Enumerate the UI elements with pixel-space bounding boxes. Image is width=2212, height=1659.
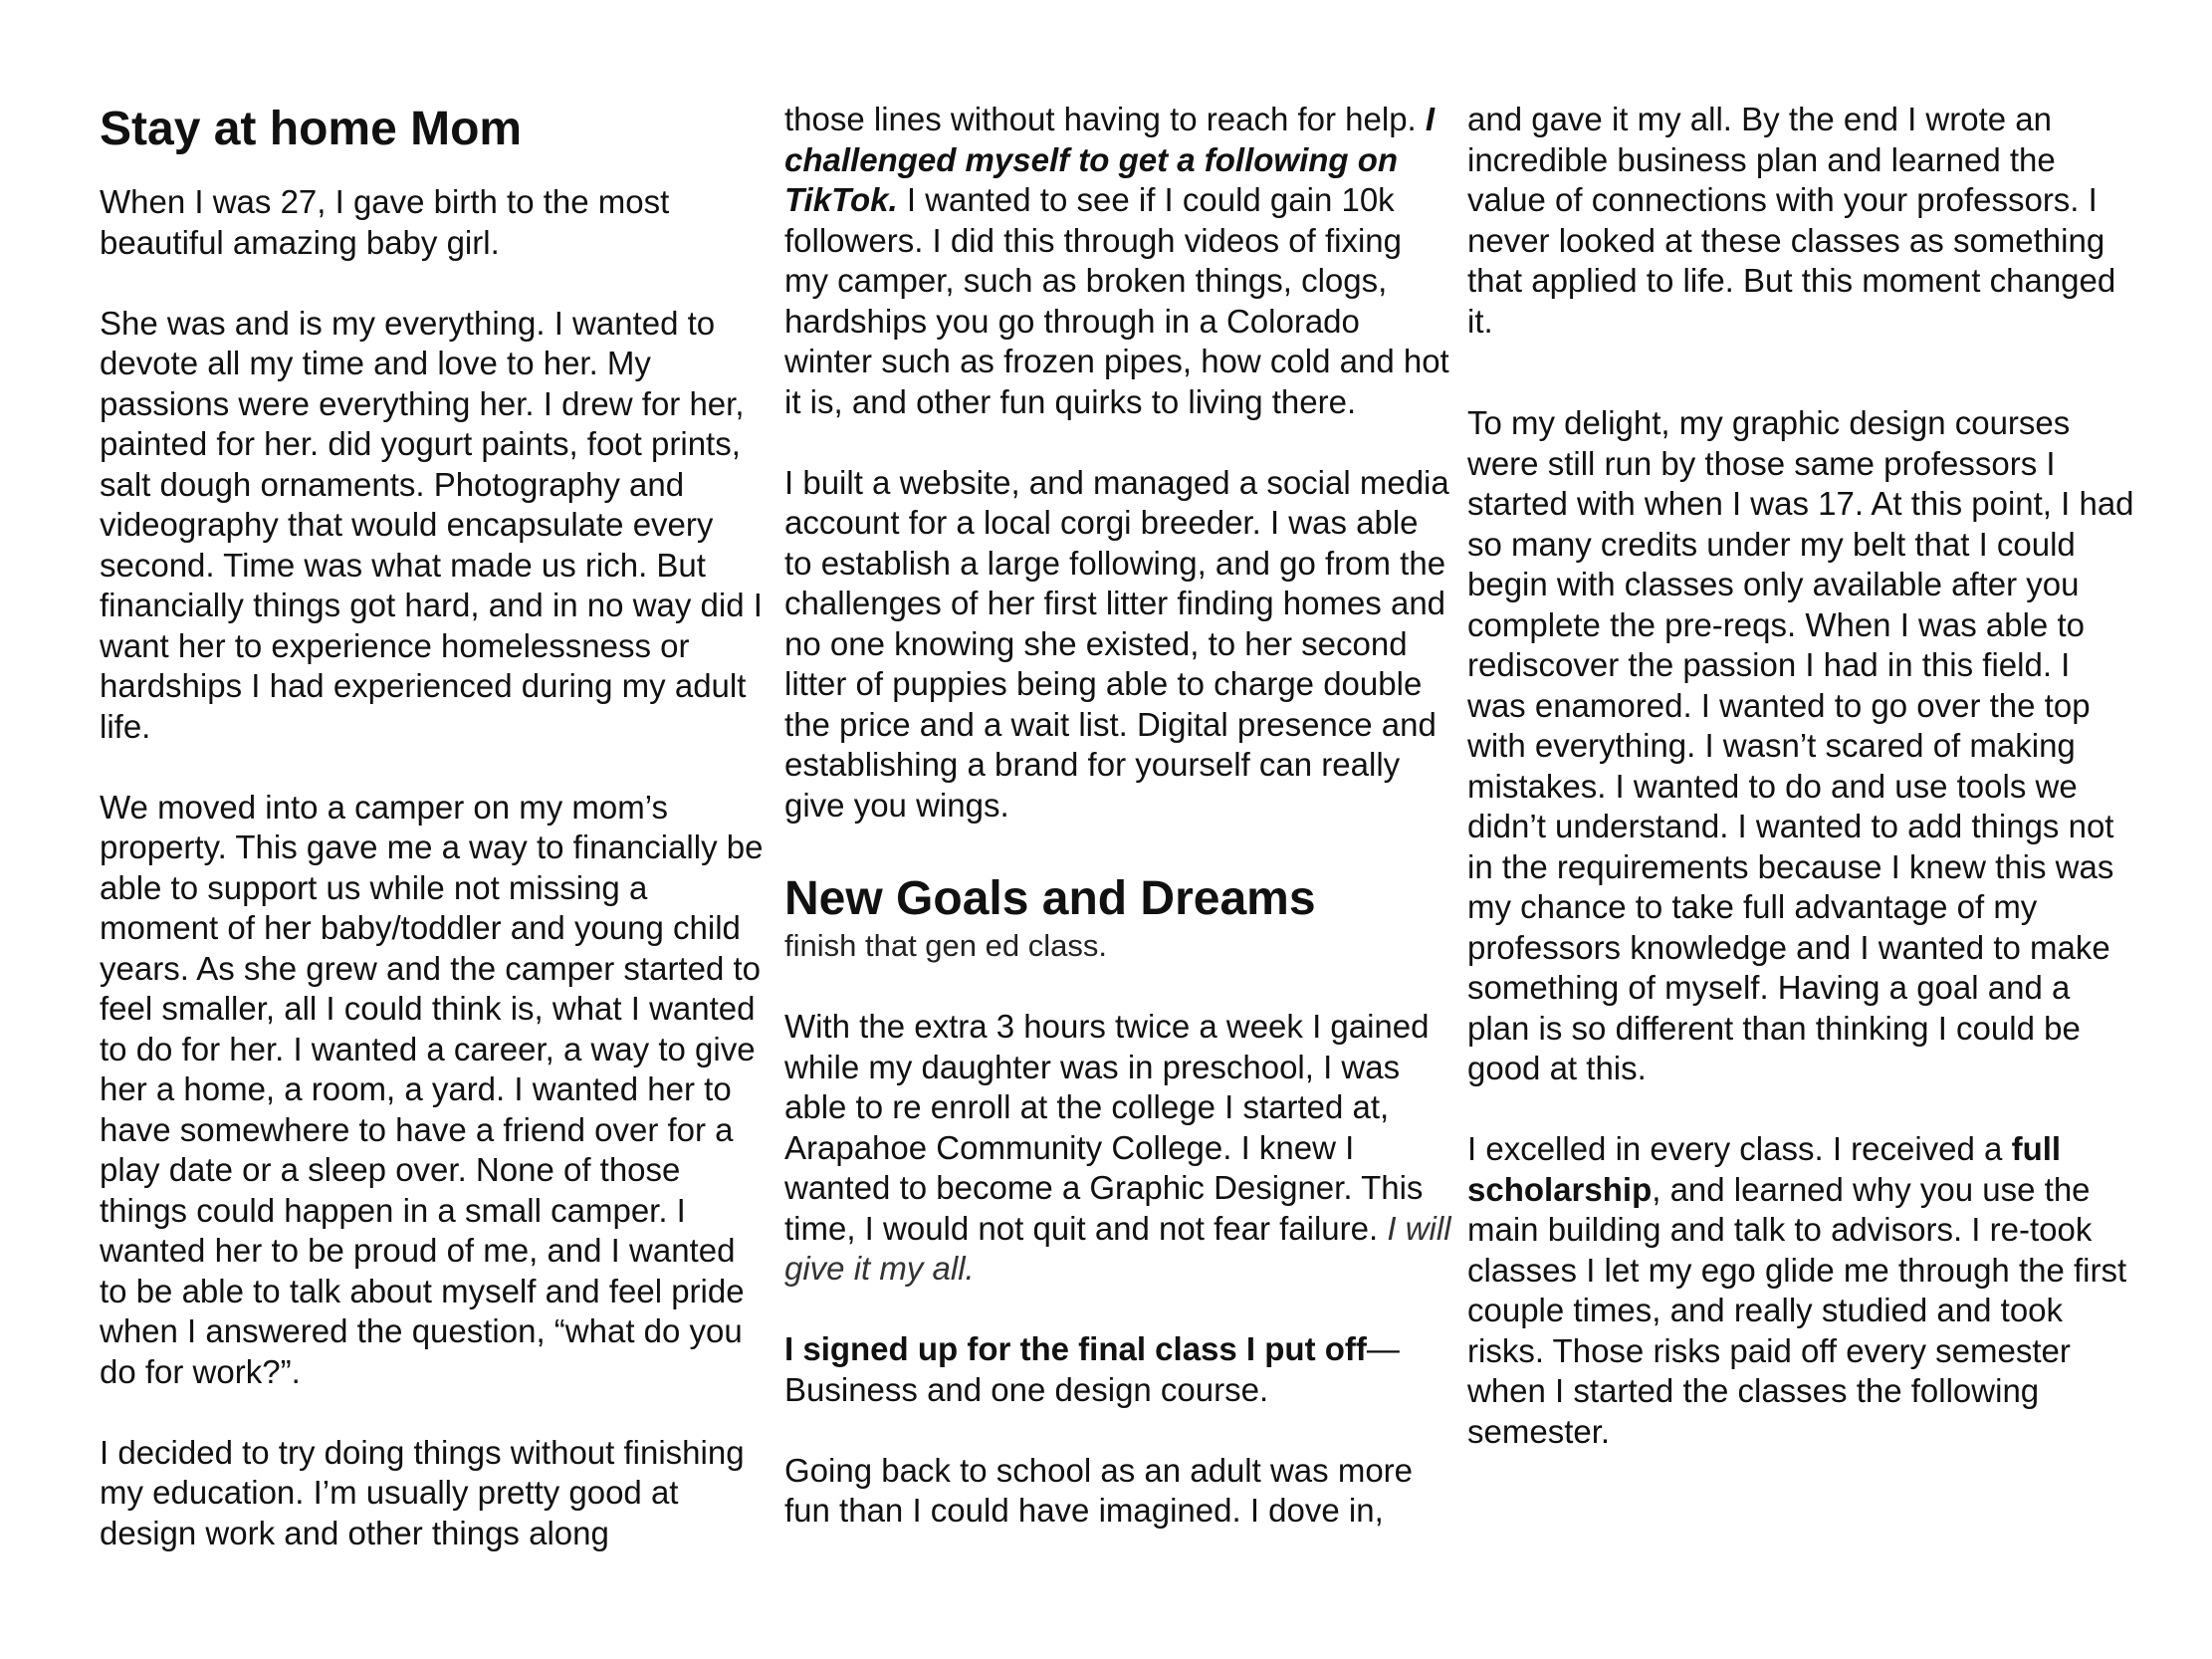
paragraph: She was and is my everything. I wanted to devote all my time and love to her. My passions were everything her. I drew for her, painted for her. did yogurt paints, foot prints, salt dough ornaments. Photography and videography that would encapsulate every second. Time was what made us rich. But financially things got hard, and in no way did I want her to experience homelessness or hardships I had experienced during my adult life. xyxy=(100,304,763,745)
paragraph-text: — Business and one design course. xyxy=(784,1330,1400,1408)
paragraph: When I was 27, I gave birth to the most beautiful amazing baby girl. xyxy=(100,183,670,261)
paragraph-text: With the extra 3 hours twice a week I gained while my daughter was in preschool, I was able to re enroll at the college I started at, Arapahoe Community College. I knew I wanted to become a Graphic Designer. This time, I would not quit and not fear failure. xyxy=(784,1008,1430,1247)
bold-text: full scholarship xyxy=(1467,1130,2062,1208)
paragraph xyxy=(1467,1129,2134,1452)
column-middle xyxy=(784,100,1451,1571)
paragraph-text: I excelled in every class. I received a xyxy=(1467,1130,2003,1167)
section-heading-stay-at-home-mom: Stay at home Mom xyxy=(100,103,523,155)
paragraph xyxy=(784,1007,1451,1290)
paragraph: and gave it my all. By the end I wrote an incredible business plan and learned the value of connections with your professors. I never looked at these classes as something that applied to life. But this moment changed it. xyxy=(1467,101,2116,340)
paragraph: Going back to school as an adult was more fun than I could have imagined. I dove in, xyxy=(784,1451,1414,1529)
paragraph-text: I wanted to see if I could gain 10k followers. I did this through videos of fixing my camper, such as broken things, clogs, hardships you go through in a Colorado winter such as frozen pipes, how cold and hot it is, and other fun quirks to living there. xyxy=(784,181,1449,420)
paragraph: We moved into a camper on my mom’s property. This gave me a way to financially be able to support us while not missing a moment of her baby/toddler and young child years. As she grew and the camper started to feel smaller, all I could think is, what I wanted to do for her. I wanted a career, a way to give her a home, a room, a yard. I wanted her to have somewhere to have a friend over for a play date or a sleep over. None of those things could happen in a small camper. I wanted her to be proud of me, and I wanted to be able to talk about myself and feel pride when I answered the question, “what do you do for work?”. xyxy=(100,788,764,1390)
section-subheading: finish that gen ed class. xyxy=(784,928,1107,963)
paragraph-text: those lines without having to reach for help. xyxy=(784,101,1417,137)
paragraph xyxy=(784,100,1451,422)
paragraph: I decided to try doing things without finishing my education. I’m usually pretty good at design work and other things along xyxy=(100,1433,745,1551)
paragraph-text: , and learned why you use the main building and talk to advisors. I re-took classes I let my ego glide me through the first couple times, and really studied and took risks. Those risks paid off every semester when I started the classes the following semester. xyxy=(1467,1170,2127,1450)
paragraph: I built a website, and managed a social media account for a local corgi breeder. I was able to establish a large following, and go from the challenges of her first litter finding homes and no one knowing she existed, to her second litter of puppies being able to charge double the price and a wait list. Digital presence and establishing a brand for yourself can really give you wings. xyxy=(784,463,1449,824)
emphasis-text: I challenged myself to get a following on TikTok. xyxy=(784,101,1436,218)
column-left xyxy=(100,100,767,1594)
paragraph: To my delight, my graphic design courses were still run by those same professors I started with when I was 17. At this point, I had so many credits under my belt that I could begin with classes only available after you complete the pre-reqs. When I was able to rediscover the passion I had in this field. I was enamored. I wanted to go over the top with everything. I wasn’t scared of making mistakes. I wanted to do and use tools we didn’t understand. I wanted to add things not in the requirements because I knew this was my chance to take full advantage of my professors knowledge and I wanted to make something of myself. Having a goal and a plan is so different than thinking I could be good at this. xyxy=(1467,404,2134,1086)
column-right xyxy=(1467,100,2134,1493)
bold-text: I signed up for the final class I put off xyxy=(784,1330,1367,1367)
paragraph xyxy=(784,1329,1451,1410)
section-heading-new-goals: New Goals and Dreams xyxy=(784,872,1316,925)
emphasis-text: I will give it my all. xyxy=(784,1209,1451,1287)
